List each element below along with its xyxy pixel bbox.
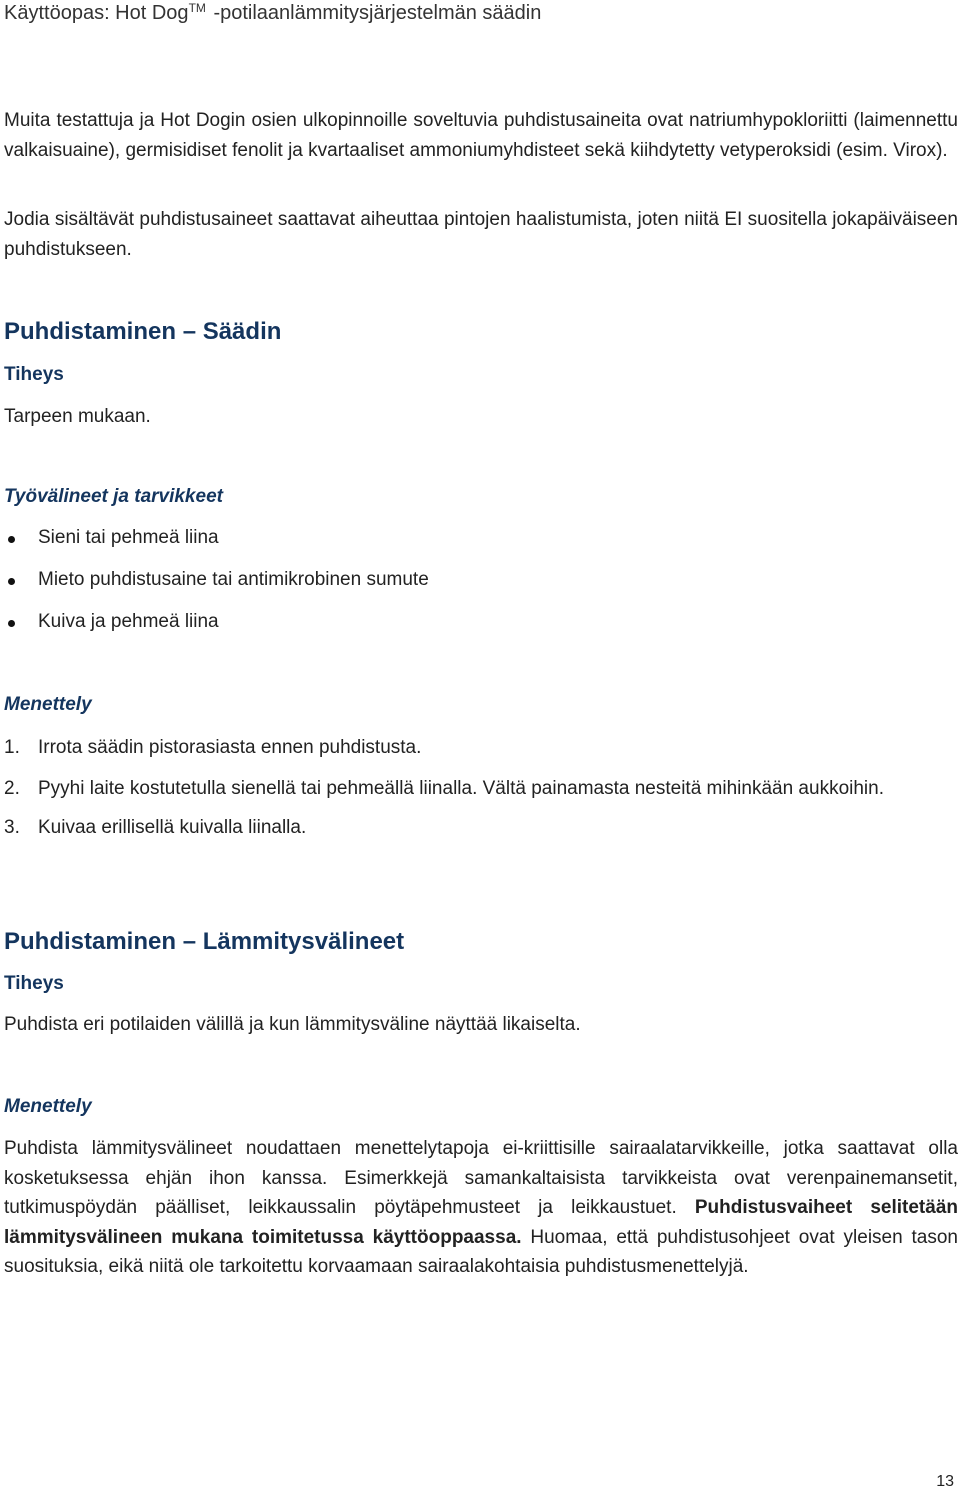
frequency-text: Puhdista eri potilaiden välillä ja kun lämmitysväline näyttää likaiselta. [4, 1014, 581, 1035]
header-suffix: -potilaanlämmitysjärjestelmän säädin [207, 2, 542, 24]
list-item: Sieni tai pehmeä liina [0, 527, 429, 569]
intro-paragraph-2: Jodia sisältävät puhdistusaineet saattavat aiheuttaa pintojen haalistumista, joten niitä EI suositella jokapäiväiseen puhdistukseen. [4, 209, 958, 260]
frequency-text: Tarpeen mukaan. [4, 406, 151, 427]
tools-label: Työvälineet ja tarvikkeet [4, 486, 223, 507]
procedure-bold-note: Puhdistusvaiheet selitetään lämmitysvälineen mukana toimitetussa käyttöoppaassa. [4, 1197, 958, 1248]
list-item: 3. Kuivaa erillisellä kuivalla liinalla. [4, 817, 307, 838]
page-number: 13 [936, 1473, 954, 1490]
tools-list [0, 527, 429, 653]
bullet-icon [8, 620, 15, 627]
page-header [4, 1, 541, 25]
section-title-controller: Puhdistaminen – Säädin [4, 318, 282, 345]
list-item: 2. Pyyhi laite kostutetulla sienellä tai pehmeällä liinalla. Vältä painamasta nesteitä mihinkään aukkoihin. [4, 778, 884, 799]
intro-paragraph-1: Muita testattuja ja Hot Dogin osien ulkopinnoille soveltuvia puhdistusaineita ovat natriumhypokloriitti (laimennettu valkaisuaine), germisidiset fenolit ja kvartaaliset ammoniumyhdisteet sekä kiihdytetty vetyperoksidi (esim. Virox). [4, 110, 958, 161]
procedure-label: Menettely [4, 694, 92, 715]
procedure-steps [4, 733, 958, 842]
list-item: Mieto puhdistusaine tai antimikrobinen sumute [0, 569, 429, 611]
procedure-paragraph: Puhdista lämmitysvälineet noudattaen menettelytapoja ei-kriittisille sairaalatarvikkeille, jotka saattavat olla kosketuksessa ehjän ihon kanssa. Esimerkkejä samankaltaisista tarvikkeista ovat verenpainemansetit, tutkimuspöydän päälliset, leikkaussalin pöytäpehmusteet ja leikkaustuet. Puhdistusvaiheet selitetään lämmitysvälineen mukana toimitetussa käyttöoppaassa. Huomaa, että puhdistusohjeet ovat yleisen tason suosituksia, eikä niitä ole tarkoitettu korvaamaan sairaalakohtaisia puhdistusmenettelyjä. [4, 1138, 958, 1277]
bullet-icon [8, 578, 15, 585]
header-trademark: TM [188, 1, 206, 15]
frequency-label: Tiheys [4, 973, 64, 994]
bullet-icon [8, 536, 15, 543]
list-item: Kuiva ja pehmeä liina [0, 611, 429, 653]
header-prefix: Käyttöopas: Hot Dog [4, 2, 189, 24]
section-title-heating-devices: Puhdistaminen – Lämmitysvälineet [4, 928, 405, 955]
list-item: 1. Irrota säädin pistorasiasta ennen puhdistusta. [4, 737, 422, 758]
frequency-label: Tiheys [4, 364, 64, 385]
procedure-label: Menettely [4, 1096, 92, 1117]
